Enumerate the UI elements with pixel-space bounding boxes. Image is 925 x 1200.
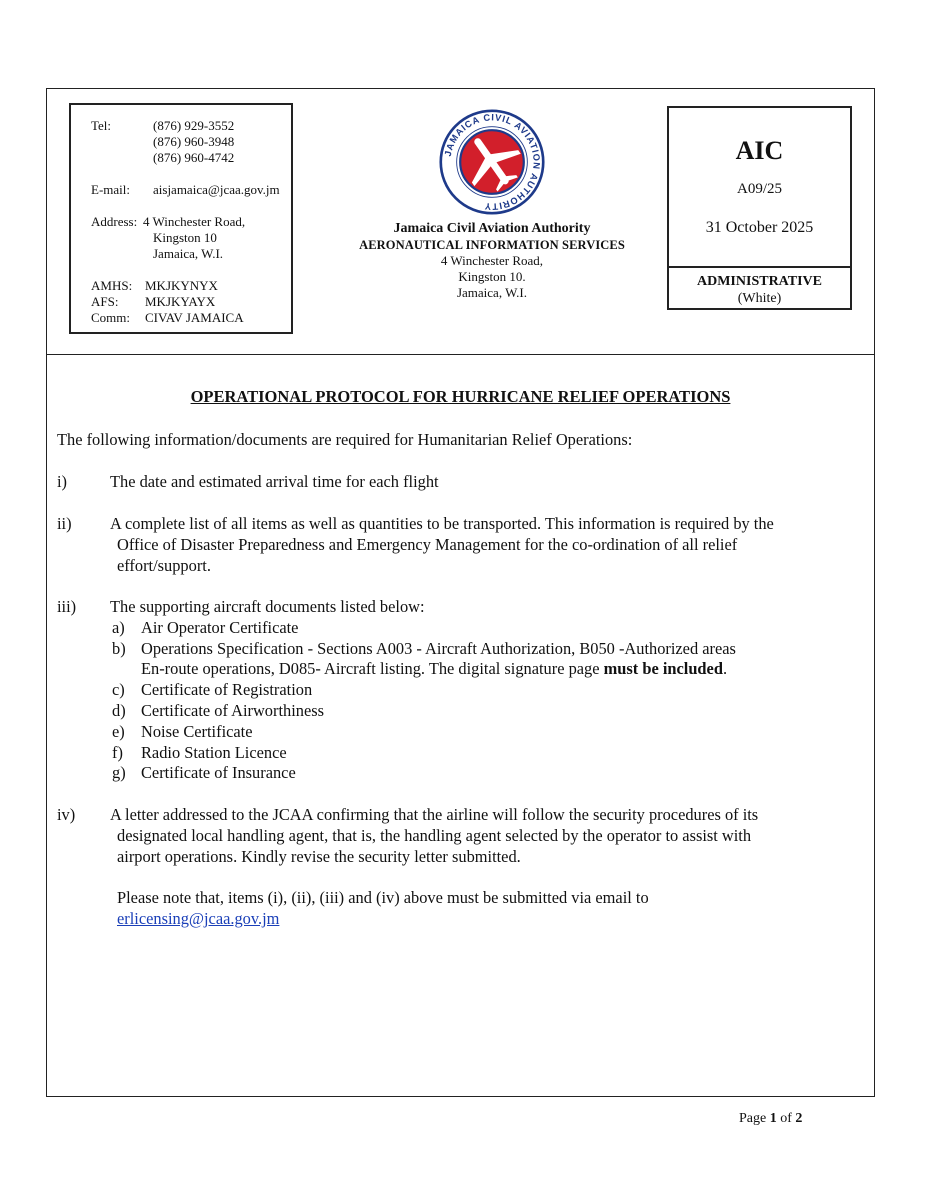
jcaa-logo [439,109,545,215]
sub-text: Certificate of Airworthiness [141,700,324,720]
contact-email: aisjamaica@jcaa.gov.jm [153,182,280,197]
item-line: airport operations. Kindly revise the security letter submitted. [117,846,521,866]
sub-letter: f) [112,742,123,762]
sub-letter: b) [112,638,126,658]
item-line: effort/support. [117,555,211,575]
sub-text: Certificate of Registration [141,680,313,700]
sub-item-b-continued [57,659,857,680]
list-item-i [57,472,857,493]
afs-label: AFS: [91,294,119,309]
amhs-value: MKJKYNYX [145,278,218,293]
organization-block [317,109,667,301]
page-number [739,1111,802,1127]
page-prefix: Page [739,1111,770,1126]
intro-text: The following information/documents are required for Humanitarian Relief Operations: [57,430,633,449]
sub-item-d [57,701,857,722]
item-text: The date and estimated arrival time for each flight [110,472,439,491]
header-divider [47,354,874,355]
item-number: i) [57,472,68,491]
afs-value: MKJKYAYX [145,294,216,309]
address-line-3: Jamaica, W.I. [153,246,224,261]
sub-item-g [57,763,857,784]
item-line: A complete list of all items as well as quantities to be transported. This information is required by the [110,514,774,533]
list-item-ii [57,514,857,576]
sub-text: Air Operator Certificate [141,617,299,637]
submission-email-link[interactable]: erlicensing@jcaa.gov.jm [117,909,280,929]
list-item-iv [57,805,857,930]
department-name: AERONAUTICAL INFORMATION SERVICES [359,238,625,252]
sub-text: Certificate of Insurance [141,763,296,783]
logo-ring-text: JAMAICA CIVIL AVIATION AUTHORITY [442,112,542,212]
org-address-line-2: Kingston 10. [458,269,526,284]
item-number: ii) [57,514,72,533]
item-line: designated local handling agent, that is, the handling agent selected by the operator to assist with [117,825,752,845]
sub-letter: e) [112,721,125,741]
item-number: iii) [57,597,77,616]
page-mid: of [776,1111,796,1126]
list-item-iii [57,597,857,784]
submission-note: Please note that, items (i), (ii), (iii) and (iv) above must be submitted via email to [117,888,649,908]
org-address-line-1: 4 Winchester Road, [440,253,544,268]
aic-title: AIC [735,136,784,165]
aic-box [667,106,852,310]
sub-text: Noise Certificate [141,721,253,741]
item-number: iv) [57,805,76,824]
item-line: A letter addressed to the JCAA confirming that the airline will follow the security procedures of its [110,805,759,824]
organization-name: Jamaica Civil Aviation Authority [393,221,591,236]
comm-label: Comm: [91,310,131,325]
address-line-2: Kingston 10 [153,230,217,245]
item-text: The supporting aircraft documents listed below: [110,597,425,616]
classification-color: (White) [737,291,782,306]
item-line: Office of Disaster Preparedness and Emergency Management for the co-ordination of all relief [117,534,738,554]
address-label: Address: [91,214,138,229]
email-label: E-mail: [91,182,130,197]
aic-number: A09/25 [737,181,782,197]
tel-number-1: (876) 929-3552 [153,118,235,133]
address-line-1: 4 Winchester Road, [143,214,246,229]
contact-box [69,103,293,334]
tel-number-3: (876) 960-4742 [153,150,235,165]
document-frame [46,88,875,1097]
sub-text: Operations Specification - Sections A003 - Aircraft Authorization, B050 -Authorized areas [141,638,736,658]
page-total: 2 [795,1111,803,1126]
sub-letter: d) [112,700,126,720]
sub-item-c [57,680,857,701]
classification-label: ADMINISTRATIVE [697,274,822,289]
aic-classification [669,266,850,307]
sub-item-b [57,639,857,660]
sub-item-a [57,618,857,639]
aic-date: 31 October 2025 [705,219,814,236]
emphasis-text: must be included [603,659,723,679]
sub-letter: g) [112,763,126,783]
comm-value: CIVAV JAMAICA [145,310,244,325]
sub-letter: c) [112,680,125,700]
sub-text: . [722,659,728,679]
sub-text: Radio Station Licence [141,742,287,762]
sub-item-f [57,743,857,764]
page-current: 1 [769,1111,777,1126]
sub-item-e [57,722,857,743]
tel-number-2: (876) 960-3948 [153,134,235,149]
amhs-label: AMHS: [91,278,133,293]
sub-letter: a) [112,617,125,637]
org-address-line-3: Jamaica, W.I. [456,285,528,300]
sub-text: En-route operations, D085- Aircraft listing. The digital signature page [141,659,604,679]
tel-label: Tel: [91,118,112,133]
document-title: OPERATIONAL PROTOCOL FOR HURRICANE RELIEF OPERATIONS [190,387,731,406]
